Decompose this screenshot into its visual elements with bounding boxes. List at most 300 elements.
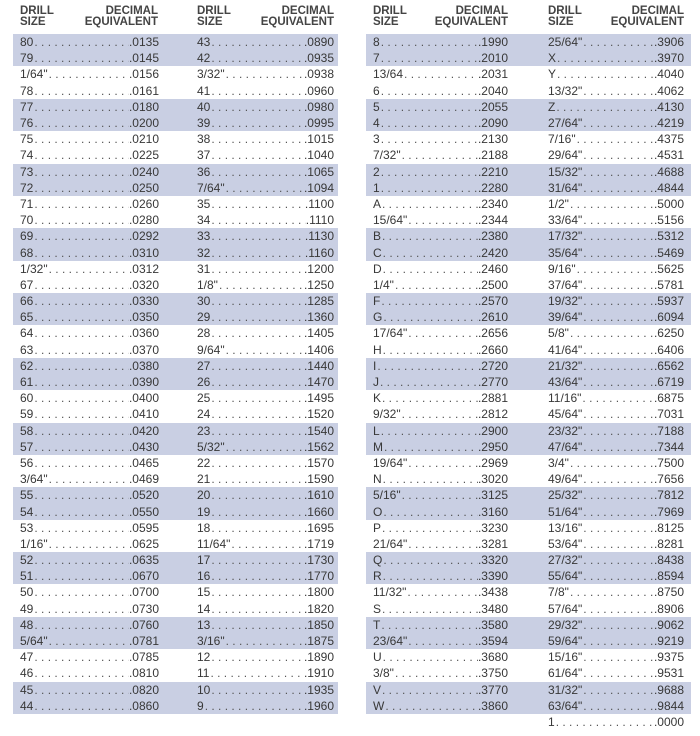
dot-leader — [48, 472, 129, 486]
dot-leader — [210, 521, 304, 535]
drill-size: 77 — [20, 99, 34, 114]
drill-entry — [20, 99, 159, 115]
dot-leader — [210, 585, 304, 599]
dot-leader — [210, 100, 304, 114]
dot-leader — [33, 699, 129, 713]
table-row — [13, 439, 338, 455]
drill-entry — [20, 277, 159, 293]
decimal-equivalent: .7500 — [653, 455, 684, 470]
decimal-equivalent: .0938 — [303, 67, 334, 82]
decimal-equivalent: .0320 — [128, 277, 159, 292]
decimal-equivalent: .0380 — [128, 358, 159, 373]
decimal-equivalent: .2090 — [477, 116, 508, 131]
dot-leader — [407, 456, 478, 470]
table-row — [366, 342, 691, 358]
drill-entry — [373, 325, 508, 341]
drill-size: 24 — [197, 407, 211, 422]
decimal-equivalent: .0890 — [303, 35, 334, 50]
decimal-equivalent: .0980 — [303, 99, 334, 114]
drill-size: 57 — [20, 439, 34, 454]
dot-leader — [380, 51, 478, 65]
dot-leader — [381, 521, 478, 535]
drill-size: 8 — [373, 35, 380, 50]
table-row — [366, 358, 691, 374]
dot-leader — [556, 51, 654, 65]
drill-size: 37 — [197, 148, 211, 163]
decimal-equivalent: .3680 — [477, 650, 508, 665]
drill-entry — [197, 503, 334, 519]
decimal-equivalent: .1719 — [303, 536, 334, 551]
drill-size: V — [373, 682, 382, 697]
drill-entry — [20, 471, 159, 487]
table-row — [13, 66, 338, 82]
table-row — [366, 50, 691, 66]
decimal-equivalent: .3594 — [477, 634, 508, 649]
decimal-equivalent: .7344 — [653, 439, 684, 454]
dot-leader — [210, 553, 304, 567]
drill-size: 20 — [197, 488, 211, 503]
header-equivalent-label: EQUIVALENT — [84, 16, 158, 28]
drill-entry — [20, 50, 159, 66]
dot-leader — [210, 650, 304, 664]
drill-entry — [373, 439, 508, 455]
drill-entry — [373, 131, 508, 147]
dot-leader — [401, 488, 478, 502]
table-row — [366, 99, 691, 115]
dot-leader — [380, 424, 478, 438]
dot-leader — [581, 391, 654, 405]
dot-leader — [380, 618, 478, 632]
dot-leader — [33, 618, 129, 632]
table-row — [13, 374, 338, 390]
dot-leader — [225, 181, 304, 195]
dot-leader — [582, 488, 654, 502]
drill-entry — [20, 325, 159, 341]
drill-entry — [20, 487, 159, 503]
drill-entry — [548, 244, 684, 260]
drill-size: 13 — [197, 617, 211, 632]
drill-entry — [197, 358, 334, 374]
table-row — [366, 649, 691, 665]
decimal-equivalent: .0935 — [303, 51, 334, 66]
drill-size: 13/32" — [548, 83, 583, 98]
drill-size: 11/64" — [197, 536, 231, 551]
table-row — [366, 568, 691, 584]
decimal-equivalent: .7969 — [653, 504, 684, 519]
table-row — [366, 665, 691, 681]
decimal-equivalent: .3125 — [477, 488, 508, 503]
drill-size: 9 — [197, 698, 204, 713]
dot-leader — [210, 35, 304, 49]
dot-leader — [383, 440, 478, 454]
decimal-equivalent: .0200 — [128, 116, 159, 131]
drill-size: 7/64" — [197, 180, 225, 195]
drill-entry — [548, 228, 684, 244]
dot-leader — [33, 148, 129, 162]
drill-size: 50 — [20, 585, 34, 600]
dot-leader — [33, 683, 129, 697]
drill-size: 21/64" — [373, 536, 408, 551]
drill-size: P — [373, 520, 382, 535]
drill-entry — [197, 665, 334, 681]
decimal-equivalent: .3480 — [477, 601, 508, 616]
decimal-equivalent: .3750 — [477, 666, 508, 681]
dot-leader — [382, 472, 478, 486]
drill-entry — [197, 50, 334, 66]
drill-entry — [20, 261, 159, 277]
drill-size: 25 — [197, 391, 211, 406]
drill-size: 38 — [197, 132, 211, 147]
dot-leader — [407, 537, 478, 551]
decimal-equivalent: .2950 — [477, 439, 508, 454]
dot-leader — [33, 181, 129, 195]
decimal-equivalent: .0625 — [128, 536, 159, 551]
left-table-panel — [13, 0, 338, 714]
decimal-equivalent: .2969 — [477, 455, 508, 470]
decimal-equivalent: .0280 — [128, 213, 159, 228]
drill-size: 79 — [20, 51, 34, 66]
decimal-equivalent: .1820 — [303, 601, 334, 616]
drill-size: 12 — [197, 650, 211, 665]
dot-leader — [569, 456, 654, 470]
dot-leader — [210, 326, 304, 340]
table-row — [13, 50, 338, 66]
dot-leader — [33, 294, 129, 308]
drill-size: W — [373, 698, 385, 713]
drill-entry — [197, 584, 334, 600]
dot-leader — [33, 488, 129, 502]
table-row — [366, 261, 691, 277]
table-row — [13, 277, 338, 293]
drill-entry — [548, 309, 684, 325]
drill-entry — [197, 164, 334, 180]
table-row — [366, 439, 691, 455]
drill-entry — [20, 390, 159, 406]
dot-leader — [48, 537, 129, 551]
decimal-equivalent: .2720 — [477, 358, 508, 373]
dot-leader — [209, 666, 304, 680]
decimal-equivalent: .3390 — [477, 569, 508, 584]
drill-size: 58 — [20, 423, 34, 438]
table-row — [13, 342, 338, 358]
decimal-equivalent: .2460 — [477, 261, 508, 276]
decimal-equivalent: .0730 — [128, 601, 159, 616]
drill-entry — [197, 633, 334, 649]
drill-size: 27 — [197, 358, 211, 373]
decimal-equivalent: .9531 — [653, 666, 684, 681]
drill-entry — [548, 520, 684, 536]
drill-entry — [20, 682, 159, 698]
drill-size: A — [373, 196, 382, 211]
drill-entry — [197, 536, 334, 552]
decimal-equivalent: .0156 — [128, 67, 159, 82]
drill-entry — [548, 423, 684, 439]
decimal-equivalent: .0860 — [128, 698, 159, 713]
dot-leader — [33, 213, 129, 227]
decimal-equivalent: .0465 — [128, 455, 159, 470]
dot-leader — [380, 294, 478, 308]
decimal-equivalent: .7188 — [653, 423, 684, 438]
decimal-equivalent: .0180 — [128, 99, 159, 114]
table-row — [366, 34, 691, 50]
drill-entry — [548, 487, 684, 503]
decimal-equivalent: .1520 — [303, 407, 334, 422]
drill-size: 11 — [197, 666, 210, 681]
decimal-equivalent: .6875 — [653, 391, 684, 406]
drill-entry — [20, 374, 159, 390]
header-equivalent-label: EQUIVALENT — [434, 16, 508, 28]
decimal-equivalent: .0785 — [128, 650, 159, 665]
table-row — [13, 180, 338, 196]
decimal-equivalent: .3860 — [477, 698, 508, 713]
drill-entry — [373, 536, 508, 552]
dot-leader — [382, 553, 478, 567]
table-row — [13, 147, 338, 163]
table-row — [13, 520, 338, 536]
decimal-equivalent: .8438 — [653, 553, 684, 568]
drill-size: 3/8" — [373, 666, 394, 681]
dot-leader — [556, 67, 654, 81]
drill-entry — [197, 83, 334, 99]
decimal-equivalent: .1875 — [303, 634, 334, 649]
drill-size: 13/64 — [373, 67, 404, 82]
right-table-header — [366, 0, 691, 34]
drill-entry — [373, 617, 508, 633]
decimal-equivalent: .3580 — [477, 617, 508, 632]
drill-size: 31/32" — [548, 682, 583, 697]
decimal-equivalent: .2812 — [477, 407, 508, 422]
decimal-equivalent: .6094 — [653, 310, 684, 325]
dot-leader — [210, 262, 304, 276]
drill-size: 70 — [20, 213, 34, 228]
drill-size: 64 — [20, 326, 34, 341]
drill-size: 61 — [20, 375, 34, 390]
drill-size: 42 — [197, 51, 211, 66]
drill-size: 32 — [197, 245, 211, 260]
drill-entry — [373, 406, 508, 422]
drill-size: 23 — [197, 423, 211, 438]
drill-size: 71 — [20, 196, 34, 211]
drill-entry — [20, 293, 159, 309]
drill-size: L — [373, 423, 380, 438]
dot-leader — [582, 472, 654, 486]
drill-entry — [373, 665, 508, 681]
drill-size: 49/64" — [548, 472, 583, 487]
dot-leader — [569, 326, 654, 340]
decimal-equivalent: .4531 — [653, 148, 684, 163]
drill-entry — [548, 261, 684, 277]
drill-size: 39/64" — [548, 310, 583, 325]
drill-size: 5/8" — [548, 326, 569, 341]
dot-leader — [582, 294, 654, 308]
dot-leader — [230, 537, 304, 551]
drill-size: 1/8" — [197, 277, 218, 292]
drill-entry — [548, 293, 684, 309]
dot-leader — [210, 116, 304, 130]
drill-entry — [20, 342, 159, 358]
drill-size: 1/2" — [548, 196, 569, 211]
decimal-equivalent: .2040 — [477, 83, 508, 98]
dot-leader — [33, 310, 129, 324]
col4-size-header — [548, 6, 582, 28]
drill-entry — [197, 682, 334, 698]
drill-size: 53 — [20, 520, 34, 535]
drill-size: 80 — [20, 35, 34, 50]
table-row — [366, 487, 691, 503]
decimal-equivalent: .7812 — [653, 488, 684, 503]
drill-entry — [373, 487, 508, 503]
dot-leader — [376, 359, 478, 373]
decimal-equivalent: .0310 — [128, 245, 159, 260]
dot-leader — [218, 278, 304, 292]
table-row — [366, 584, 691, 600]
table-row — [13, 325, 338, 341]
drill-size: 63/64" — [548, 698, 583, 713]
drill-entry — [548, 552, 684, 568]
drill-size: K — [373, 391, 382, 406]
dot-leader — [406, 585, 478, 599]
drill-size: 62 — [20, 358, 34, 373]
drill-size: C — [373, 245, 382, 260]
dot-leader — [582, 213, 654, 227]
table-row — [366, 196, 691, 212]
dot-leader — [407, 634, 478, 648]
dot-leader — [210, 683, 304, 697]
drill-size: 46 — [20, 666, 34, 681]
decimal-equivalent: .9375 — [653, 650, 684, 665]
dot-leader — [210, 359, 304, 373]
table-row — [366, 455, 691, 471]
decimal-equivalent: .3230 — [477, 520, 508, 535]
drill-entry — [373, 423, 508, 439]
drill-size: 41 — [197, 83, 211, 98]
drill-size: O — [373, 504, 383, 519]
dot-leader — [225, 440, 304, 454]
drill-entry — [373, 164, 508, 180]
dot-leader — [582, 35, 654, 49]
table-row — [366, 698, 691, 714]
drill-size: 29 — [197, 310, 211, 325]
dot-leader — [210, 229, 305, 243]
col1-decimal-header — [85, 6, 158, 28]
drill-entry — [548, 180, 684, 196]
decimal-equivalent: .2881 — [477, 391, 508, 406]
dot-leader — [582, 181, 654, 195]
dot-leader — [394, 666, 478, 680]
drill-size: 31 — [197, 261, 211, 276]
dot-leader — [582, 602, 654, 616]
drill-size: 19/32" — [548, 294, 583, 309]
drill-size: 15 — [197, 585, 211, 600]
dot-leader — [380, 116, 478, 130]
dot-leader — [33, 246, 129, 260]
drill-entry — [373, 228, 508, 244]
drill-size: 40 — [197, 99, 211, 114]
decimal-equivalent: .1610 — [303, 488, 334, 503]
left-table-header — [13, 0, 338, 34]
dot-leader — [403, 67, 478, 81]
decimal-equivalent: .0430 — [128, 439, 159, 454]
drill-size: 3/4" — [548, 455, 569, 470]
col2-size-header — [197, 6, 231, 28]
drill-entry — [373, 374, 508, 390]
decimal-equivalent: .1040 — [303, 148, 334, 163]
decimal-equivalent: .0995 — [303, 116, 334, 131]
dot-leader — [48, 67, 129, 81]
dot-leader — [382, 246, 478, 260]
drill-entry — [197, 228, 334, 244]
table-row — [13, 390, 338, 406]
table-row — [366, 212, 691, 228]
drill-size: 49 — [20, 601, 34, 616]
decimal-equivalent: .8281 — [653, 536, 684, 551]
decimal-equivalent: .9219 — [653, 634, 684, 649]
drill-entry — [373, 196, 508, 212]
drill-entry — [548, 164, 684, 180]
header-decimal-label: DECIMAL — [281, 5, 334, 17]
drill-size: 55 — [20, 488, 34, 503]
table-row — [366, 325, 691, 341]
drill-size: 35/64" — [548, 245, 583, 260]
dot-leader — [381, 197, 478, 211]
drill-entry — [20, 180, 159, 196]
decimal-equivalent: .2500 — [477, 277, 508, 292]
dot-leader — [33, 375, 129, 389]
decimal-equivalent: .1960 — [303, 698, 334, 713]
dot-leader — [381, 229, 478, 243]
dot-leader — [33, 602, 129, 616]
drill-entry — [548, 66, 684, 82]
drill-entry — [548, 714, 684, 730]
header-drill-label: DRILL — [197, 5, 231, 17]
drill-size: 1/64" — [20, 67, 48, 82]
dot-leader — [407, 326, 478, 340]
table-row — [13, 115, 338, 131]
decimal-equivalent: .5000 — [653, 196, 684, 211]
dot-leader — [33, 407, 129, 421]
dot-leader — [381, 683, 478, 697]
table-row — [366, 180, 691, 196]
table-row — [13, 601, 338, 617]
decimal-equivalent: .1470 — [303, 375, 334, 390]
dot-leader — [33, 100, 129, 114]
drill-size: D — [373, 261, 382, 276]
drill-entry — [197, 390, 334, 406]
col3-size-header — [373, 6, 407, 28]
drill-entry — [20, 309, 159, 325]
drill-size: Z — [548, 99, 556, 114]
drill-size: 76 — [20, 116, 34, 131]
drill-entry — [548, 568, 684, 584]
table-row — [366, 633, 691, 649]
drill-size: 1/16" — [20, 536, 48, 551]
dot-leader — [210, 602, 304, 616]
drill-size: 57/64" — [548, 601, 583, 616]
dot-leader — [210, 84, 304, 98]
drill-entry — [373, 503, 508, 519]
drill-size: 27/32" — [548, 553, 583, 568]
drill-size: 15/16" — [548, 650, 583, 665]
drill-size: 3/32" — [197, 67, 225, 82]
decimal-equivalent: .0330 — [128, 294, 159, 309]
drill-entry — [548, 390, 684, 406]
table-row — [13, 617, 338, 633]
decimal-equivalent: .2055 — [477, 99, 508, 114]
dot-leader — [582, 148, 654, 162]
header-decimal-label: DECIMAL — [105, 5, 158, 17]
decimal-equivalent: .2210 — [477, 164, 508, 179]
col3-decimal-header — [435, 6, 508, 28]
